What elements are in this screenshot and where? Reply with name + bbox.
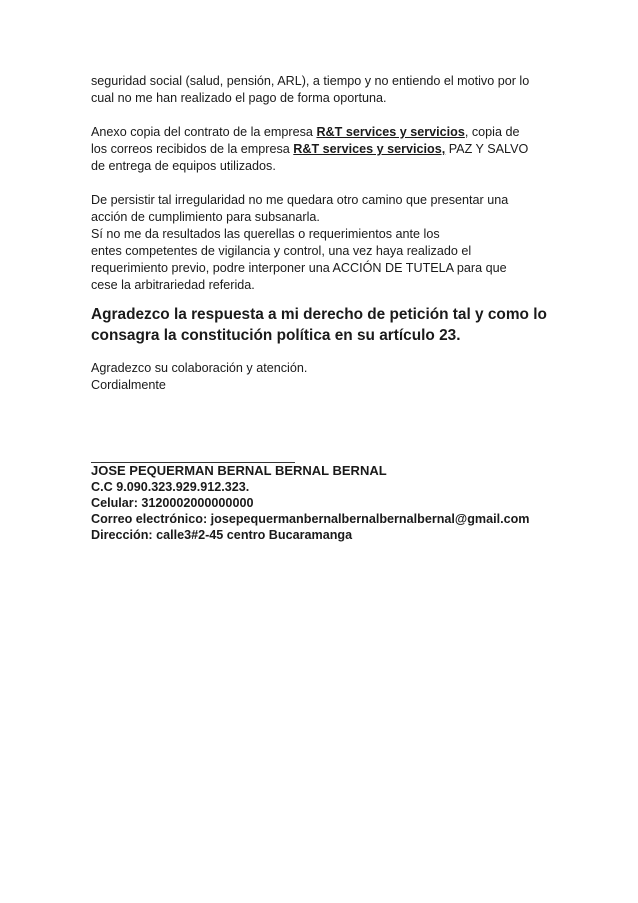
- paragraph-1-line-1: seguridad social (salud, pensión, ARL), a tiempo y no entiendo el motivo por lo: [91, 74, 530, 88]
- signer-id: C.C 9.090.323.929.912.323.: [91, 480, 250, 494]
- paragraph-3-line: acción de cumplimiento para subsanarla.: [91, 210, 320, 224]
- paragraph-3-line: requerimiento previo, podre interponer una ACCIÓN DE TUTELA para que: [91, 261, 507, 275]
- signer-email: Correo electrónico: josepequermanbernalbernalbernalbernal@gmail.com: [91, 512, 530, 526]
- paragraph-1-line-2: cual no me han realizado el pago de forma oportuna.: [91, 91, 387, 105]
- salutation: Cordialmente: [91, 378, 166, 392]
- signer-address: Dirección: calle3#2-45 centro Bucaramanga: [91, 528, 353, 542]
- signer-name: JOSE PEQUERMAN BERNAL BERNAL BERNAL: [91, 463, 387, 478]
- emails-text: los correos recibidos de la empresa: [91, 142, 294, 156]
- signer-phone: Celular: 3120002000000000: [91, 496, 254, 510]
- paragraph-3-line: De persistir tal irregularidad no me quedara otro camino que presentar una: [91, 193, 509, 207]
- closing-bold-line-2: consagra la constitución política en su artículo 23.: [91, 327, 461, 344]
- closing-bold-line-1: Agradezco la respuesta a mi derecho de petición tal y como lo: [91, 306, 547, 323]
- company-name-2: R&T services y servicios,: [293, 142, 446, 156]
- paragraph-3-line: cese la arbitrariedad referida.: [91, 278, 255, 292]
- annex-text-cont: , copia de: [464, 125, 520, 139]
- letter-body: [91, 73, 551, 543]
- paragraph-2-line-1: [91, 124, 551, 141]
- paragraph-2-line-3: de entrega de equipos utilizados.: [91, 159, 276, 173]
- paz-y-salvo-text: PAZ Y SALVO: [445, 142, 529, 156]
- annex-text: Anexo copia del contrato de la empresa: [91, 125, 317, 139]
- paragraph-3-line: Sí no me da resultados las querellas o requerimientos ante los: [91, 227, 440, 241]
- paragraph-3-line: entes competentes de vigilancia y control, una vez haya realizado el: [91, 244, 472, 258]
- company-name-1: R&T services y servicios: [316, 125, 465, 139]
- thanks-line: Agradezco su colaboración y atención.: [91, 361, 308, 375]
- paragraph-2-line-2: [91, 141, 551, 158]
